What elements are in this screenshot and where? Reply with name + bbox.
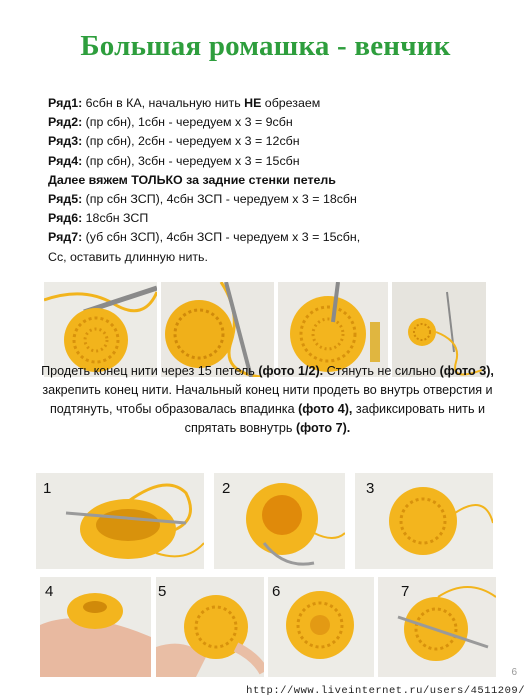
- row-1: Ряд1: 6сбн в КА, начальную нить НЕ обрезаем: [48, 96, 321, 110]
- photo-4: [40, 577, 151, 677]
- page-number: 6: [511, 667, 517, 678]
- photo-number-6: 6: [272, 583, 281, 600]
- row-7: Ряд7: (уб сбн ЗСП), 4сбн ЗСП - чередуем х 3 = 15сбн,: [48, 230, 361, 245]
- page-title: Большая ромашка - венчик: [80, 30, 451, 62]
- row-2: Ряд2: (пр сбн), 1сбн - чередуем х 3 = 9сбн: [48, 115, 293, 130]
- photo-6: [268, 577, 374, 677]
- row-finish: Сс, оставить длинную нить.: [48, 249, 208, 264]
- finishing-instructions: Продеть конец нити через 15 петель (фото 1/2). Стянуть не сильно (фото 3), закрепить конец нити. Начальный конец нити продеть во внутрь отверстия и подтянуть, чтобы образовалась впадинка (фото 4), зафиксировать нить и спрятать вовнутрь (фото 7).: [41, 364, 494, 435]
- photo-1: [36, 473, 204, 569]
- photo-number-7: 7: [401, 583, 410, 600]
- photo-number-1: 1: [43, 480, 52, 497]
- pattern-rows: [48, 94, 508, 267]
- row-4: Ряд4: (пр сбн), 3сбн - чередуем х 3 = 15сбн: [48, 153, 300, 168]
- photo-number-2: 2: [222, 480, 231, 497]
- photo-3: [355, 473, 493, 569]
- photo-number-5: 5: [158, 583, 167, 600]
- row-3: Ряд3: (пр сбн), 2сбн - чередуем х 3 = 12сбн: [48, 134, 300, 149]
- row-5: Ряд5: (пр сбн ЗСП), 4сбн ЗСП - чередуем х 3 = 18сбн: [48, 192, 357, 207]
- photo-7: [378, 577, 496, 677]
- photo-number-3: 3: [366, 480, 375, 497]
- footer-url[interactable]: http://www.liveinternet.ru/users/4511209/: [246, 685, 525, 697]
- photo-number-4: 4: [45, 583, 54, 600]
- row-6: Ряд6: 18сбн ЗСП: [48, 211, 149, 226]
- photo-5: [156, 577, 264, 677]
- back-loops-note: Далее вяжем ТОЛЬКО за задние стенки петель: [48, 172, 336, 187]
- photo-2: [214, 473, 345, 569]
